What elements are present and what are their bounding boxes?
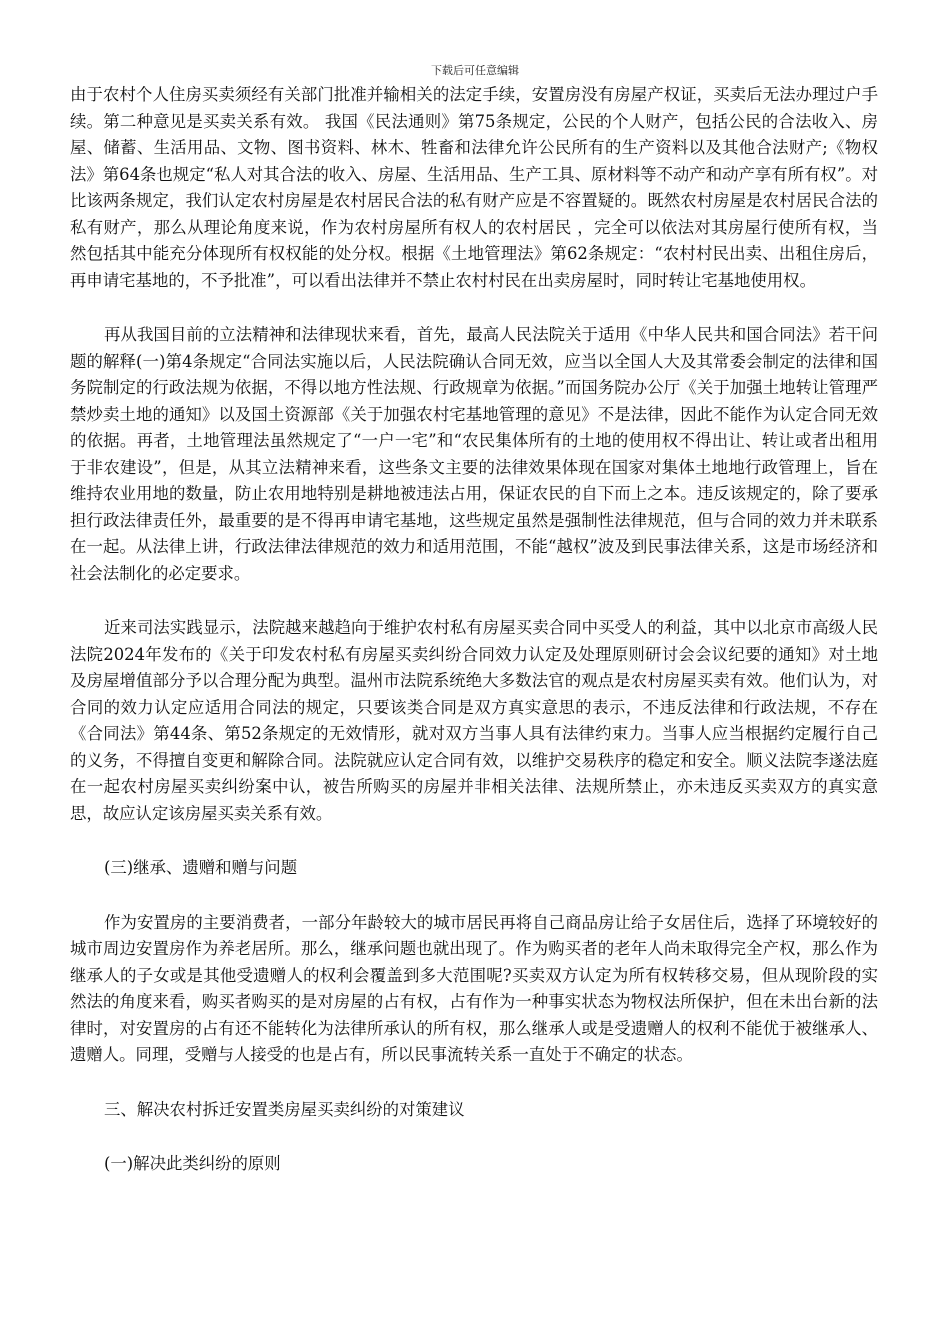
paragraph-4: 作为安置房的主要消费者，一部分年龄较大的城市居民再将自己商品房让给子女居住后，选择了环境较好的城市周边安置房作为养老居所。那么，继承问题也就出现了。作为购买者的老年人尚未取得完全产权，那么作为继承人的子女或是其他受遗赠人的权利会覆盖到多大范围呢?买卖双方认定为所有权转移交易，但从现阶段的实然法的角度来看，购买者购买的是对房屋的占有权，占有作为一种事实状态为物权法所保护，但在未出台新的法律时，对安置房的占有还不能转化为法律所承认的所有权，那么继承人或是受遗赠人的权利不能优于被继承人、遗赠人。同理，受赠与人接受的也是占有，所以民事流转关系一直处于不确定的状态。 — [70, 912, 878, 1064]
paragraph-2: 再从我国目前的立法精神和法律现状来看，首先，最高人民法院关于适用《中华人民共和国合同法》若干问题的解释(一)第4条规定“合同法实施以后，人民法院确认合同无效，应当以全国人大及其常委会制定的法律和国务院制定的行政法规为依据，不得以地方性法规、行政规章为依据。”而国务院办公厅《关于加强土地转让管理严禁炒卖土地的通知》以及国土资源部《关于加强农村宅基地管理的意见》不是法律，因此不能作为认定合同无效的依据。再者，土地管理法虽然规定了“一户一宅”和“农民集体所有的土地的使用权不得出让、转让或者出租用于非农建设”，但是，从其立法精神来看，这些条文主要的法律效果体现在国家对集体土地地行政管理上，旨在维持农业用地的数量，防止农用地特别是耕地被违法占用，保证农民的自下而上之本。违反该规定的，除了要承担行政法律责任外，最重要的是不得再申请宅基地，这些规定虽然是强制性法律规范，但与合同的效力并未联系在一起。从法律上讲，行政法律法律规范的效力和适用范围，不能“越权”波及到民事法律关系，这是市场经济和社会法制化的必定要求。 — [70, 325, 878, 583]
paragraph-spacer — [70, 587, 878, 615]
page-header-note: 下载后可任意编辑 — [431, 64, 519, 77]
paragraph-3: 近来司法实践显示，法院越来越趋向于维护农村私有房屋买卖合同中买受人的利益，其中以北京市高级人民法院2024年发布的《关于印发农村私有房屋买卖纠纷合同效力认定及处理原则研讨会会议纪要的通知》对土地及房屋增值部分予以合理分配为典型。温州市法院系统绝大多数法官的观点是农村房屋买卖有效。他们认为，对合同的效力认定应适用合同法的规定，只要该类合同是双方真实意思的表示，不违反法律和行政法规，不存在《合同法》第44条、第52条规定的无效情形，就对双方当事人具有法律约束力。当事人应当根据约定履行自己的义务，不得擅自变更和解除合同。法院就应认定合同有效，以维护交易秩序的稳定和安全。顺义法院李遂法庭在一起农村房屋买卖纠纷案中认，被告所购买的房屋并非相关法律、法规所禁止，亦未违反买卖双方的真实意思，故应认定该房屋买卖关系有效。 — [70, 618, 878, 823]
section-heading-principles: (一)解决此类纠纷的原则 — [104, 1154, 281, 1173]
paragraph-spacer — [70, 827, 878, 855]
paragraph-spacer — [70, 1069, 878, 1097]
paragraph-spacer — [70, 1123, 878, 1151]
document-body — [70, 82, 878, 1178]
section-heading-countermeasures: 三、解决农村拆迁安置类房屋买卖纠纷的对策建议 — [104, 1099, 465, 1119]
paragraph-spacer — [70, 294, 878, 322]
paragraph-1: 由于农村个人住房买卖须经有关部门批准并输相关的法定手续，安置房没有房屋产权证，买卖后无法办理过户手续。第二种意见是买卖关系有效。 我国《民法通则》第75条规定，公民的个人财产，包括公民的合法收入、房屋、储蓄、生活用品、文物、图书资料、林木、牲畜和法律允许公民所有的生产资料以及其他合法财产;《物权法》第64条也规定“私人对其合法的收入、房屋、生活用品、生产工具、原材料等不动产和动产享有所有权”。对比该两条规定，我们认定农村房屋是农村居民合法的私有财产应是不容置疑的。既然农村房屋是农村居民合法的私有财产，那么从理论角度来说，作为农村房屋所有权人的农村居民 ，完全可以依法对其房屋行使所有权，当然包括其中能充分体现所有权权能的处分权。根据《土地管理法》第62条规定：“农村村民出卖、出租住房后，再申请宅基地的，不予批准”，可以看出法律并不禁止农村村民在出卖房屋时，同时转让宅基地使用权。 — [70, 85, 878, 290]
paragraph-spacer — [70, 882, 878, 910]
section-heading-inheritance: (三)继承、遗赠和赠与问题 — [104, 858, 298, 877]
